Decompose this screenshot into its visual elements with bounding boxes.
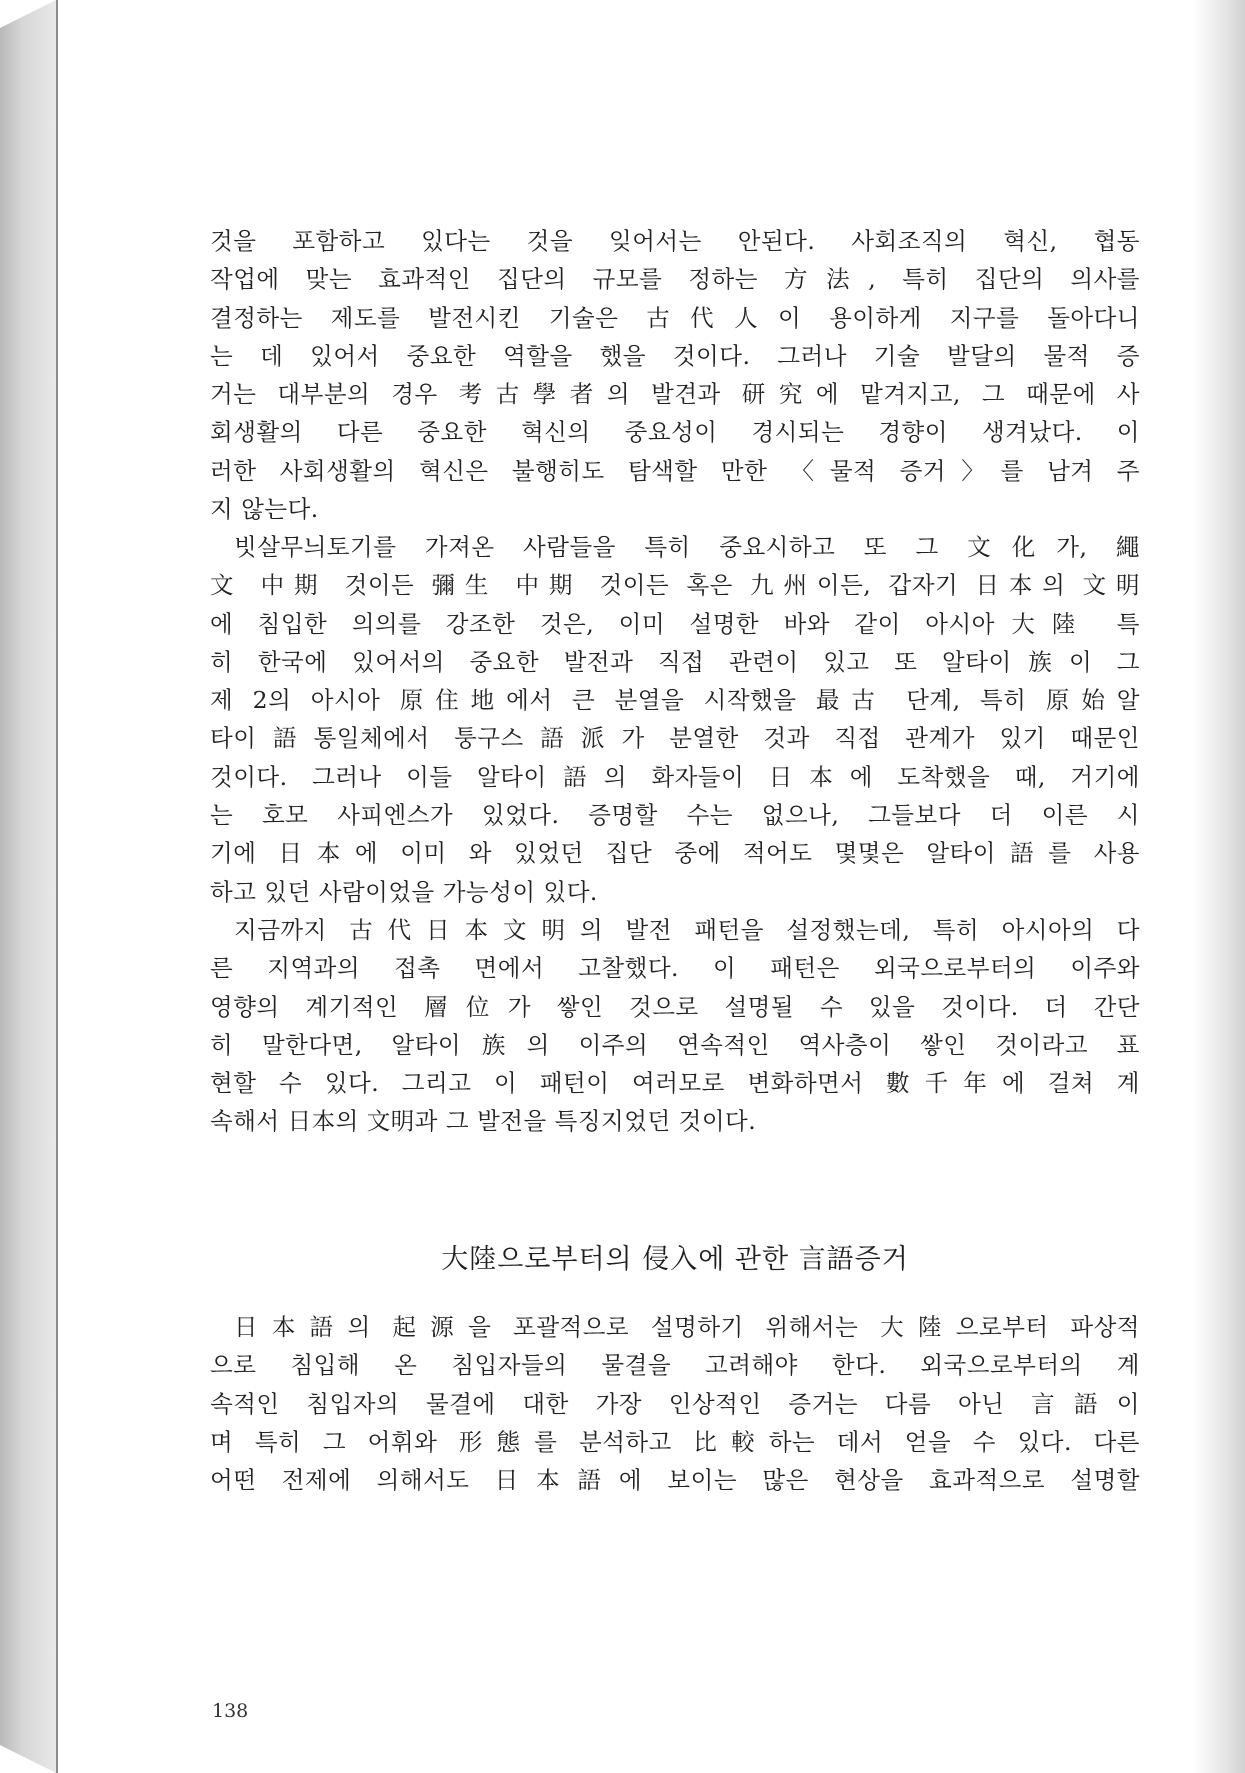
page-number: 138 xyxy=(212,1700,249,1722)
text-line: 것이다. 그러나 이들 알타이語의 화자들이 日本에 도착했을 때, 거기에 xyxy=(210,762,1140,791)
paragraph-4 xyxy=(210,1308,1140,1499)
text-line: 는 호모 사피엔스가 있었다. 증명할 수는 없으나, 그들보다 더 이른 시 xyxy=(210,801,1140,830)
text-line: 회생활의 다른 중요한 혁신의 중요성이 경시되는 경향이 생겨났다. 이 xyxy=(210,418,1140,447)
text-line: 거는 대부분의 경우 考古學者의 발견과 研究에 맡겨지고, 그 때문에 사 xyxy=(210,380,1140,409)
text-line: 타이語통일체에서 퉁구스語派가 분열한 것과 직접 관계가 있기 때문인 xyxy=(210,724,1140,753)
text-line: 속적인 침입자의 물결에 대한 가장 인상적인 증거는 다름 아닌 言語이 xyxy=(210,1389,1140,1418)
text-line: 지 않는다. xyxy=(210,495,319,524)
text-line: 지금까지 古代日本文明의 발전 패턴을 설정했는데, 특히 아시아의 다 xyxy=(234,916,1140,944)
text-line: 어떤 전제에 의해서도 日本語에 보이는 많은 현상을 효과적으로 설명할 xyxy=(210,1466,1140,1495)
text-line: 文 中期 것이든 彌生 中期 것이든 혹은 九州이든, 갑자기 日本의 文明 xyxy=(210,571,1140,600)
page-edge-line xyxy=(56,0,58,1773)
text-line: 것을 포함하고 있다는 것을 잊어서는 안된다. 사회조직의 혁신, 협동 xyxy=(210,227,1140,255)
text-line: 기에 日本에 이미 와 있었던 집단 중에 적어도 몇몇은 알타이語를 사용 xyxy=(210,839,1140,868)
paragraph-1 xyxy=(210,222,1140,528)
right-shadow xyxy=(1193,0,1245,1773)
book-page-edge xyxy=(0,0,56,1773)
text-line: 작업에 맞는 효과적인 집단의 규모를 정하는 方法, 특히 집단의 의사를 xyxy=(210,265,1140,294)
text-line: 는 데 있어서 중요한 역할을 했을 것이다. 그러나 기술 발달의 물적 증 xyxy=(210,341,1140,370)
text-line: 영향의 계기적인 層位가 쌓인 것으로 설명될 수 있을 것이다. 더 간단 xyxy=(210,992,1140,1021)
text-line: 제 2의 아시아 原住地에서 큰 분열을 시작했을 最古 단계, 특히 原始알 xyxy=(210,686,1140,715)
text-line: 히 한국에 있어서의 중요한 발전과 직접 관련이 있고 또 알타이族이 그 xyxy=(210,647,1140,676)
text-line: 히 말한다면, 알타이族의 이주의 연속적인 역사층이 쌓인 것이라고 표 xyxy=(210,1030,1140,1059)
text-line: 에 침입한 의의를 강조한 것은, 이미 설명한 바와 같이 아시아大陸 특 xyxy=(210,609,1140,638)
text-line: 러한 사회생활의 혁신은 불행히도 탐색할 만한 〈물적 증거〉를 남겨 주 xyxy=(210,456,1140,485)
text-line: 며 특히 그 어휘와 形態를 분석하고 比較하는 데서 얻을 수 있다. 다른 xyxy=(210,1427,1140,1456)
text-line: 日本語의 起源을 포괄적으로 설명하기 위해서는 大陸으로부터 파상적 xyxy=(234,1313,1140,1341)
text-line: 른 지역과의 접촉 면에서 고찰했다. 이 패턴은 외국으로부터의 이주와 xyxy=(210,954,1140,983)
text-line: 현할 수 있다. 그리고 이 패턴이 여러모로 변화하면서 數千年에 걸쳐 계 xyxy=(210,1069,1140,1098)
text-line: 결정하는 제도를 발전시킨 기술은 古代人이 용이하게 지구를 돌아다니 xyxy=(210,303,1140,332)
text-line: 빗살무늬토기를 가져온 사람들을 특히 중요시하고 또 그 文化가, 繩 xyxy=(234,533,1140,561)
text-line: 으로 침입해 온 침입자들의 물결을 고려해야 한다. 외국으로부터의 계 xyxy=(210,1351,1140,1380)
paragraph-3 xyxy=(210,911,1140,1141)
text-line: 속해서 日本의 文明과 그 발전을 특징지었던 것이다. xyxy=(210,1107,757,1136)
text-line: 하고 있던 사람이었을 가능성이 있다. xyxy=(210,877,598,906)
section-heading: 大陸으로부터의 侵入에 관한 言語증거 xyxy=(441,1244,909,1275)
paragraph-2 xyxy=(210,528,1140,911)
